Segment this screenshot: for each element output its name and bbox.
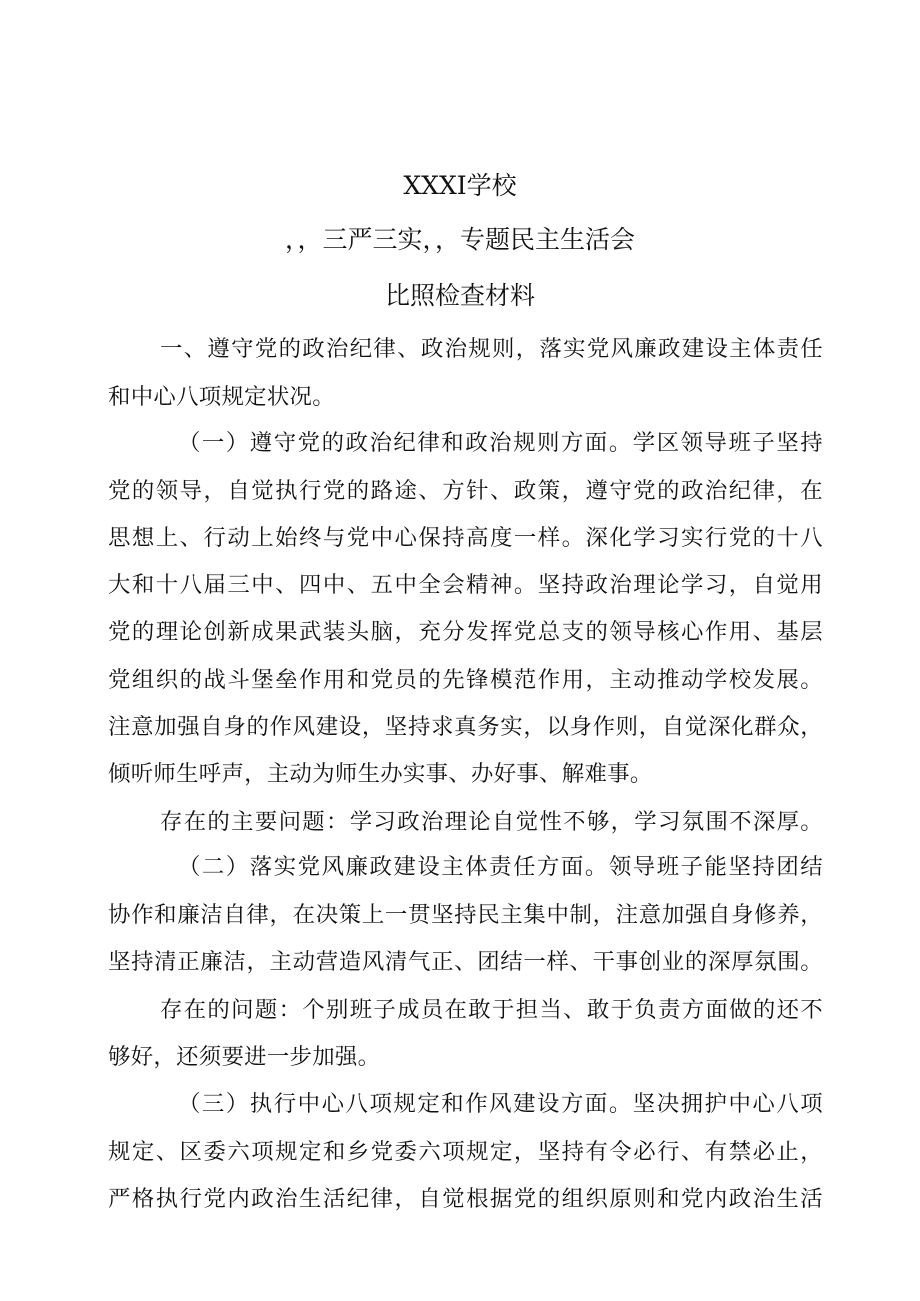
paragraph-line: 党组织的战斗堡垒作用和党员的先锋模范作用，主动推动学校发展。 <box>108 667 823 693</box>
problem-line: 够好，还须要进一步加强。 <box>108 1044 381 1070</box>
problem-line: 存在的问题：个别班子成员在敢于担当、敢于负责方面做的还不 <box>160 997 823 1023</box>
paragraph-line: 大和十八届三中、四中、五中全会精神。坚持政治理论学习，自觉用 <box>108 572 823 598</box>
material-title: 比照检查材料 <box>384 281 535 310</box>
paragraph-line: 倾听师生呼声，主动为师生办实事、办好事、解难事。 <box>108 761 653 787</box>
paragraph-line: 协作和廉洁自律，在决策上一贯坚持民主集中制，注意加强自身修养， <box>108 902 823 928</box>
paragraph-line: 坚持清正廉洁，主动营造风清气正、团结一样、干事创业的深厚氛围。 <box>108 949 823 975</box>
school-title: XXXI学校 <box>403 171 517 200</box>
paragraph-line: 规定、区委六项规定和乡党委六项规定，坚持有令必行、有禁必止， <box>108 1139 823 1165</box>
section-heading-line-1: 一、遵守党的政治纪律、政治规则，落实党风廉政建设主体责任 <box>160 336 823 362</box>
paragraph-line: 严格执行党内政治生活纪律，自觉根据党的组织原则和党内政治生活 <box>108 1186 823 1212</box>
paragraph-line: （二）落实党风廉政建设主体责任方面。领导班子能坚持团结 <box>178 854 823 880</box>
problem-line: 存在的主要问题：学习政治理论自觉性不够，学习氛围不深厚。 <box>160 809 823 835</box>
paragraph-line: 注意加强自身的作风建设，坚持求真务实，以身作则，自觉深化群众， <box>108 714 823 740</box>
paragraph-line: （三）执行中心八项规定和作风建设方面。坚决拥护中心八项 <box>178 1091 823 1117</box>
paragraph-line: 党的理论创新成果武装头脑，充分发挥党总支的领导核心作用、基层 <box>108 619 823 645</box>
paragraph-line: 思想上、行动上始终与党中心保持高度一样。深化学习实行党的十八 <box>108 525 823 551</box>
paragraph-line: （一）遵守党的政治纪律和政治规则方面。学区领导班子坚持 <box>178 430 823 456</box>
paragraph-line: 党的领导，自觉执行党的路途、方针、政策，遵守党的政治纪律，在 <box>108 478 823 504</box>
meeting-title: ，，三严三实，，专题民主生活会 <box>284 225 635 254</box>
section-heading-line-2: 和中心八项规定状况。 <box>108 384 335 410</box>
